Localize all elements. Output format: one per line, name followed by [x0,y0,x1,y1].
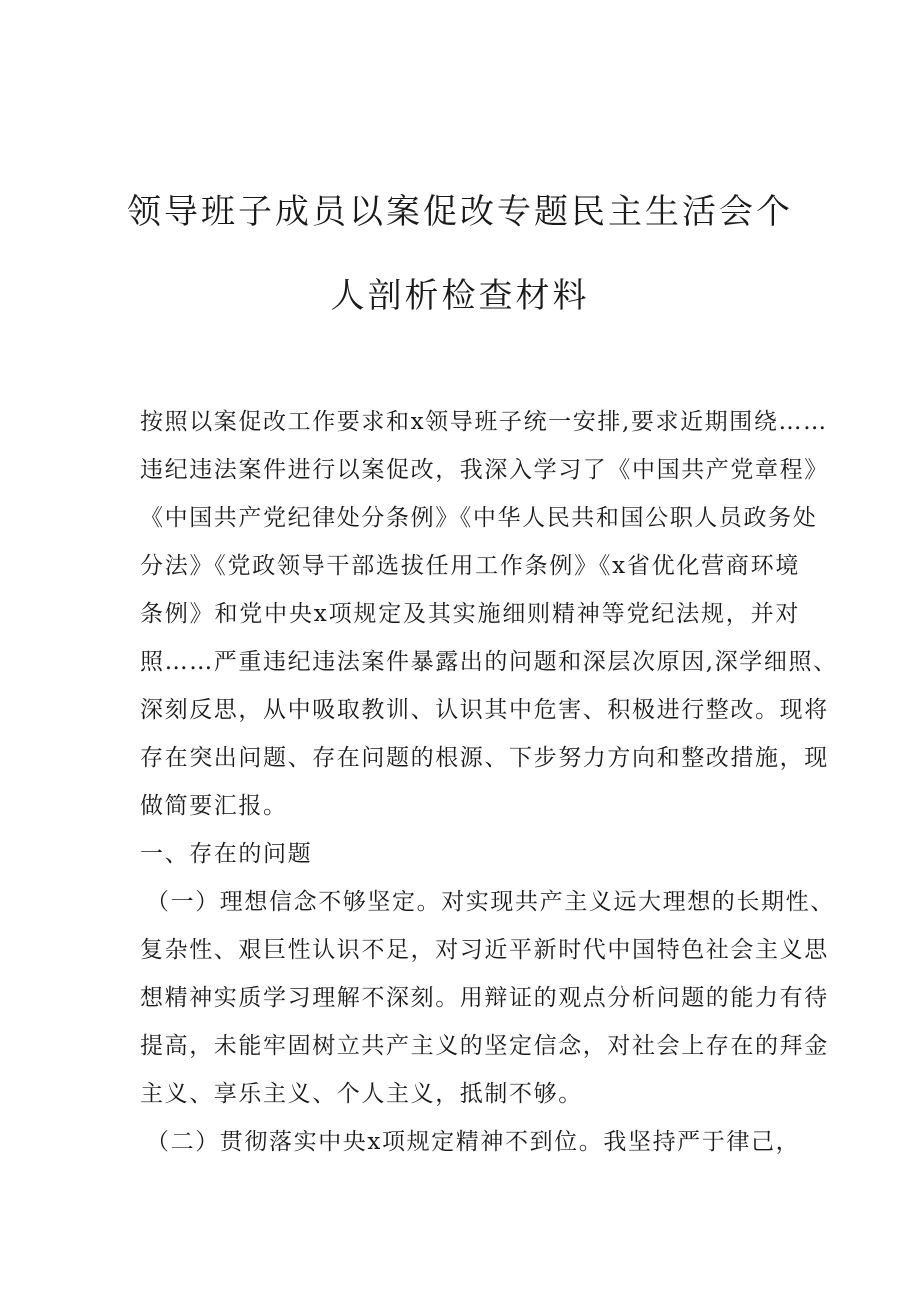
document-title-line-2: 人剖析检查材料 [330,276,590,316]
body-line-7: 深刻反思，从中吸取教训、认识其中危害、积极进行整改。现将 [140,697,829,723]
body-line-12: 复杂性、艰巨性认识不足，对习近平新时代中国特色社会主义思 [140,937,829,963]
document-title-line-1: 领导班子成员以案促改专题民主生活会个 [127,192,793,232]
body-line-3: 《中国共产党纪律处分条例》《中华人民共和国公职人员政务处 [140,505,818,531]
body-line-5: 条例》和党中央x项规定及其实施细则精神等党纪法规，并对 [140,601,800,627]
body-line-14: 提高，未能牢固树立共产主义的坚定信念，对社会上存在的拜金 [140,1033,829,1059]
body-line-4: 分法》《党政领导干部选拔任用工作条例》《x省优化营商环境 [140,553,800,579]
body-line-9: 做简要汇报。 [140,793,288,819]
document-body [140,404,838,1172]
body-line-16: （二）贯彻落实中央x项规定精神不到位。我坚持严于律己， [146,1129,801,1155]
body-line-13: 想精神实质学习理解不深刻。用辩证的观点分析问题的能力有待 [140,985,829,1011]
section-heading-1: 一、存在的问题 [140,841,313,867]
body-line-6: 照……严重违纪违法案件暴露出的问题和深层次原因,深学细照、 [140,649,838,675]
body-line-1: 按照以案促改工作要求和x领导班子统一安排,要求近期围绕…… [140,409,828,435]
body-line-8: 存在突出问题、存在问题的根源、下步努力方向和整改措施，现 [140,745,829,771]
body-line-11: （一）理想信念不够坚定。对实现共产主义远大理想的长期性、 [146,889,835,915]
body-line-15: 主义、享乐主义、个人主义，抵制不够。 [140,1081,583,1107]
body-line-2: 违纪违法案件进行以案促改，我深入学习了《中国共产党章程》 [140,457,829,483]
